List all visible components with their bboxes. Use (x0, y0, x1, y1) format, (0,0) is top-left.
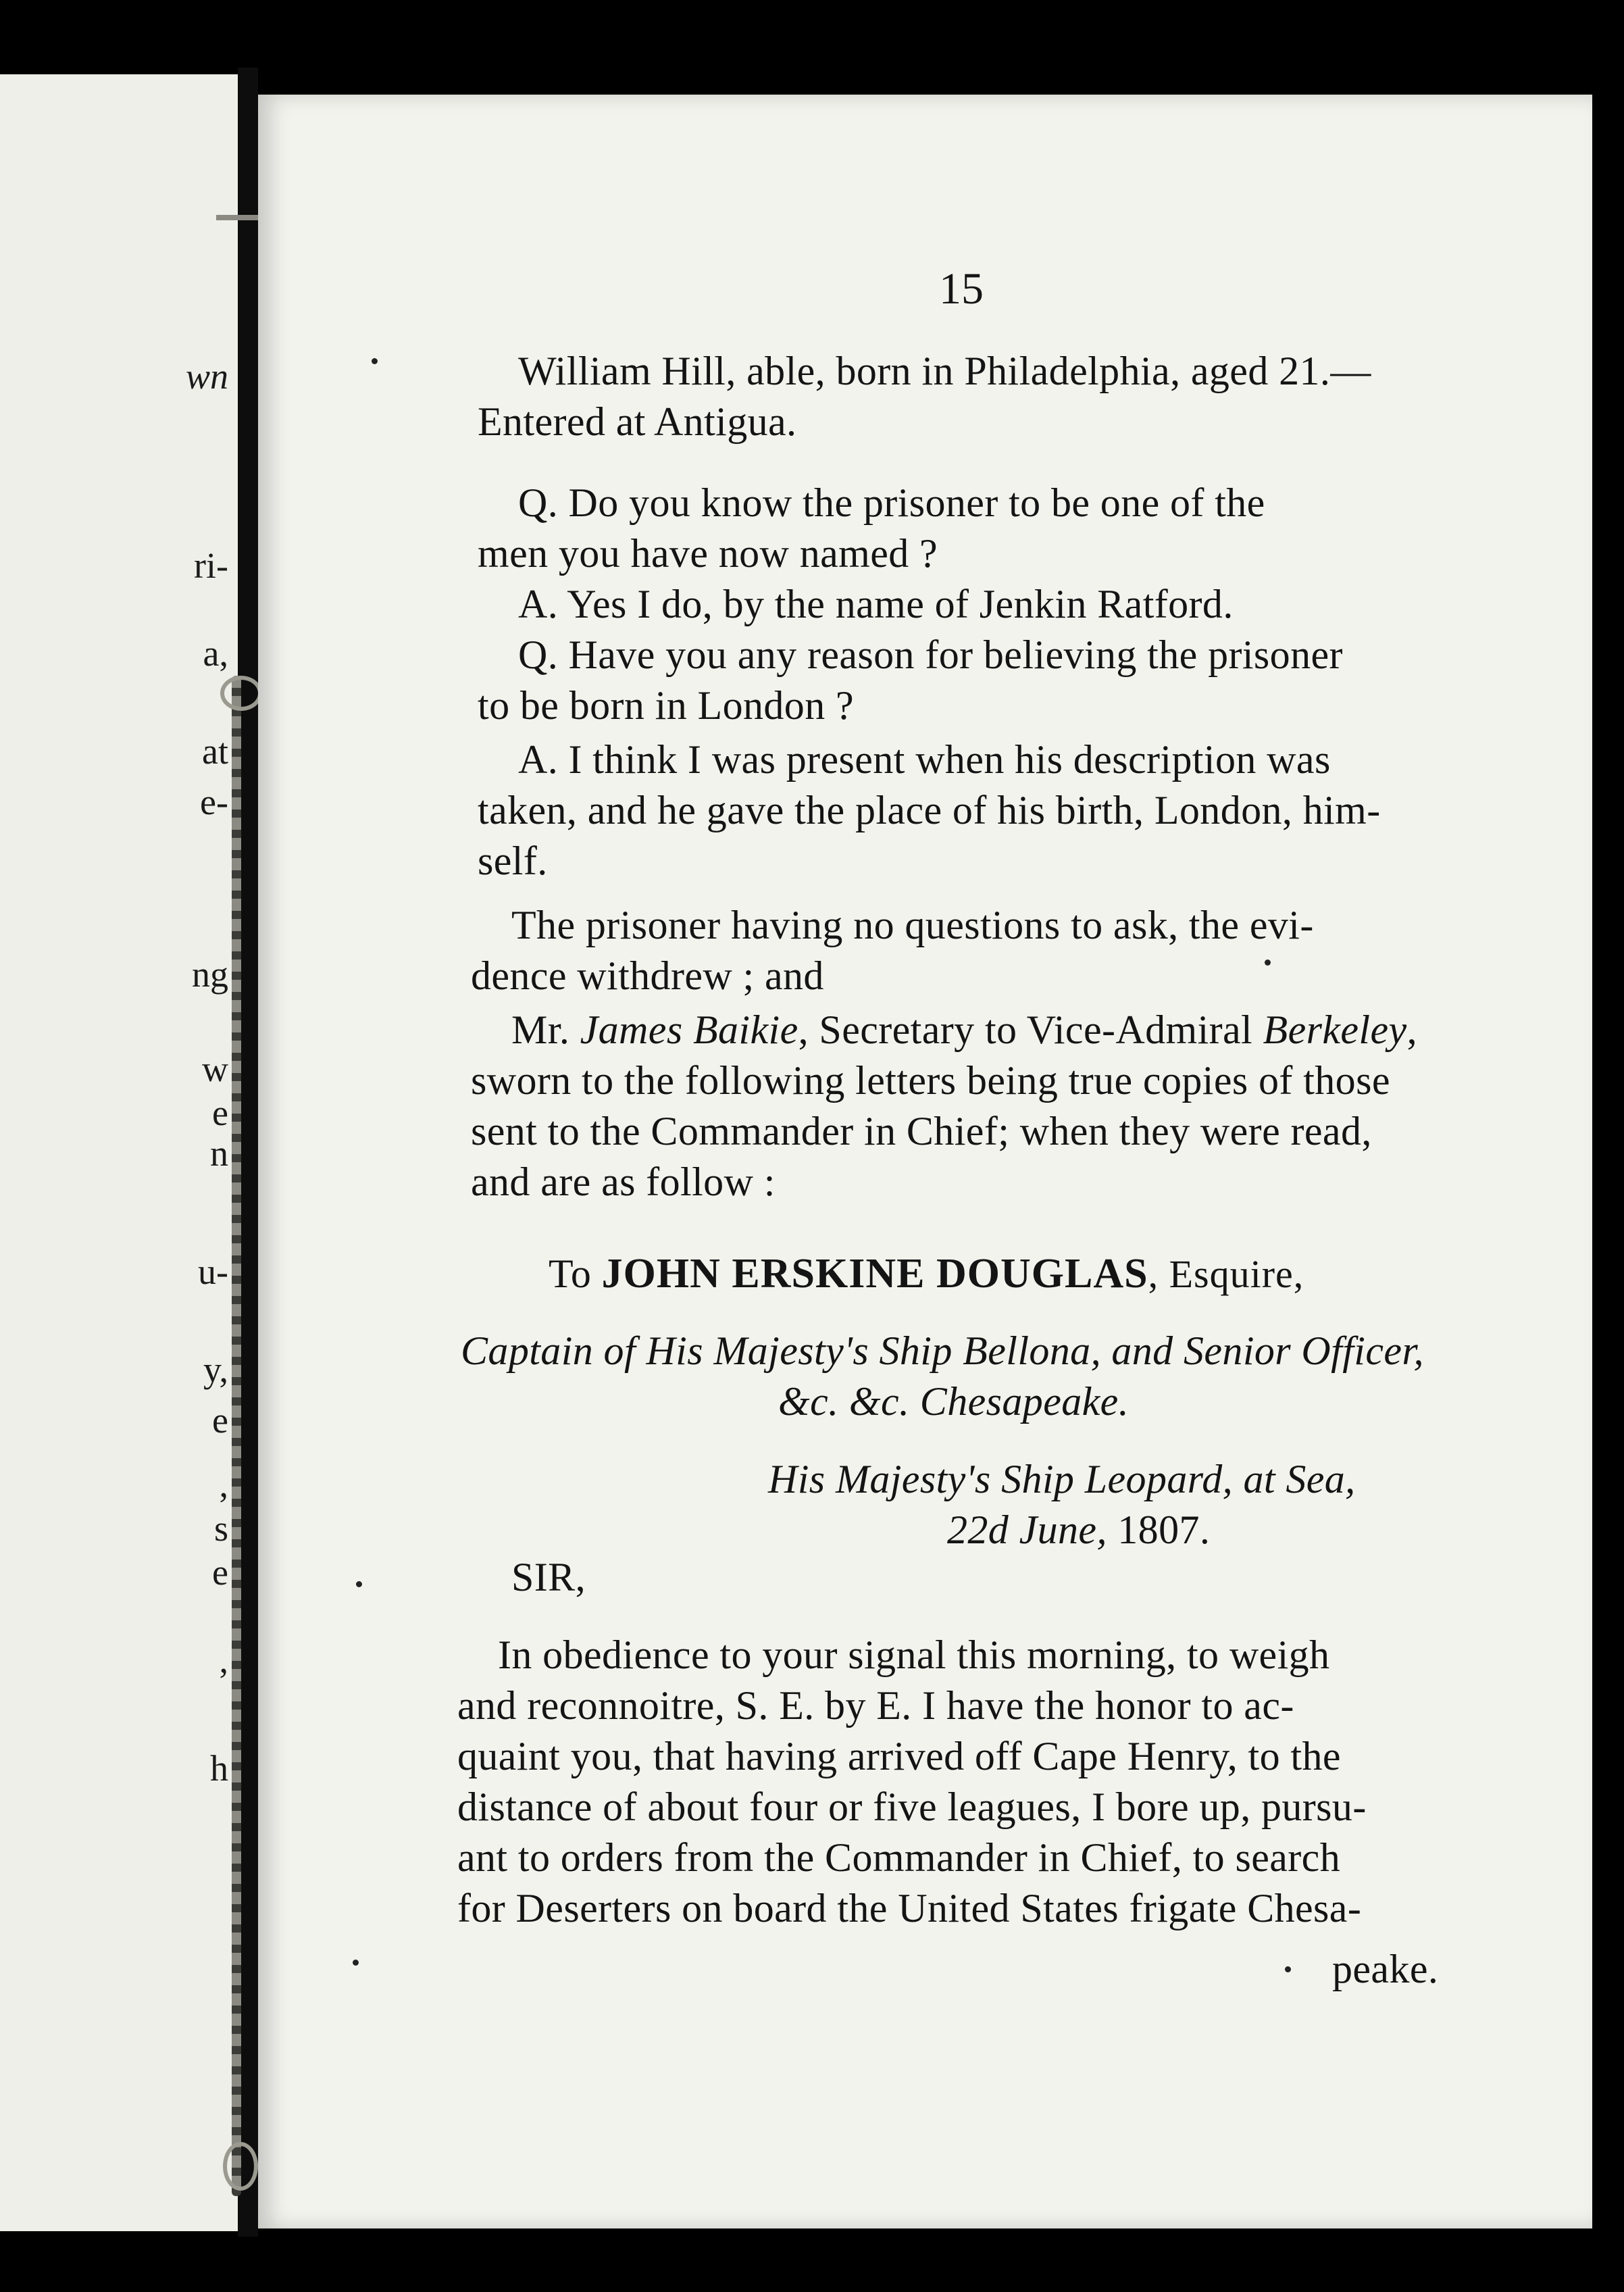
addressee-name: JOHN ERSKINE DOUGLAS (601, 1251, 1148, 1297)
letter-salutation: SIR, (511, 1555, 586, 1599)
entry-line: William Hill, able, born in Philadelphia, aged 21.— (518, 349, 1371, 393)
narrative-text: , (1406, 1007, 1417, 1052)
margin-fragment: at (202, 731, 228, 772)
admiral-name: Berkeley (1263, 1007, 1407, 1052)
left-facing-page (0, 74, 238, 2231)
qa-line: to be born in London ? (478, 683, 855, 728)
letter-body-line: quaint you, that having arrived off Cape Henry, to the (457, 1734, 1341, 1778)
letter-date (947, 1507, 1210, 1553)
date-year: 1807. (1117, 1508, 1211, 1552)
narrative-line: sent to the Commander in Chief; when they were read, (471, 1109, 1372, 1153)
narrative-line: The prisoner having no questions to ask, the evi- (511, 903, 1314, 947)
narrative-line: sworn to the following letters being true copies of those (471, 1058, 1390, 1103)
binding-thread (232, 676, 241, 2196)
letter-body-line: In obedience to your signal this morning, to weigh (498, 1633, 1330, 1677)
addressee-prefix: To (549, 1251, 602, 1296)
binding-knot (223, 2142, 258, 2191)
margin-fragment: h (210, 1748, 228, 1789)
ink-speckle (1265, 960, 1271, 966)
narrative-text: Mr. (511, 1007, 580, 1052)
margin-fragment: e- (200, 782, 228, 822)
margin-fragment: , (219, 1640, 228, 1680)
book-page (258, 95, 1592, 2228)
qa-line: men you have now named ? (478, 531, 938, 576)
margin-fragment: u- (198, 1251, 228, 1292)
ink-speckle (353, 1960, 359, 1966)
qa-line: Q. Do you know the prisoner to be one of the (518, 480, 1265, 525)
qa-line: Q. Have you any reason for believing the prisoner (518, 632, 1343, 677)
letter-body-line: distance of about four or five leagues, I bore up, pursu- (457, 1785, 1367, 1829)
margin-fragment: s (213, 1508, 228, 1549)
margin-fragment: ri- (194, 545, 228, 586)
ink-speckle (356, 1581, 362, 1587)
margin-fragment: e (212, 1400, 228, 1441)
addressee-title: , Esquire, (1148, 1252, 1304, 1296)
margin-fragment: e (212, 1552, 228, 1593)
recipient-line: &c. &c. Chesapeake. (778, 1379, 1130, 1424)
date-day: 22d June, (947, 1508, 1107, 1552)
secretary-name: James Baikie (580, 1007, 798, 1052)
letter-body-line: for Deserters on board the United States frigate Chesa- (457, 1886, 1362, 1930)
margin-fragment: a, (203, 633, 228, 674)
letter-addressee (549, 1250, 1304, 1298)
margin-fragment: ng (192, 954, 228, 995)
page-number: 15 (939, 264, 984, 314)
entry-line: Entered at Antigua. (478, 399, 797, 444)
narrative-line (511, 1007, 1417, 1053)
margin-fragment: wn (185, 356, 228, 397)
binding-knot (220, 676, 262, 711)
margin-fragment: e (212, 1093, 228, 1133)
narrative-line: dence withdrew ; and (471, 953, 824, 998)
qa-line: self. (478, 839, 548, 883)
qa-line: A. Yes I do, by the name of Jenkin Ratford. (518, 582, 1234, 626)
margin-fragment: w (202, 1049, 228, 1089)
recipient-line: Captain of His Majesty's Ship Bellona, and Senior Officer, (461, 1328, 1424, 1373)
margin-fragment: , (219, 1464, 228, 1505)
ink-speckle (372, 358, 378, 364)
letter-body-line: ant to orders from the Commander in Chief, to search (457, 1835, 1341, 1880)
narrative-line: and are as follow : (471, 1160, 776, 1204)
ink-speckle (1285, 1966, 1291, 1972)
margin-fragment: n (210, 1133, 228, 1174)
letter-from: His Majesty's Ship Leopard, at Sea, (768, 1457, 1356, 1501)
letter-body-line: and reconnoitre, S. E. by E. I have the honor to ac- (457, 1683, 1294, 1728)
qa-line: taken, and he gave the place of his birth, London, him- (478, 788, 1381, 832)
qa-line: A. I think I was present when his description was (518, 737, 1331, 782)
margin-fragment: y, (203, 1349, 228, 1390)
catchword: peake. (1332, 1947, 1439, 1991)
narrative-text: , Secretary to Vice-Admiral (798, 1007, 1263, 1052)
